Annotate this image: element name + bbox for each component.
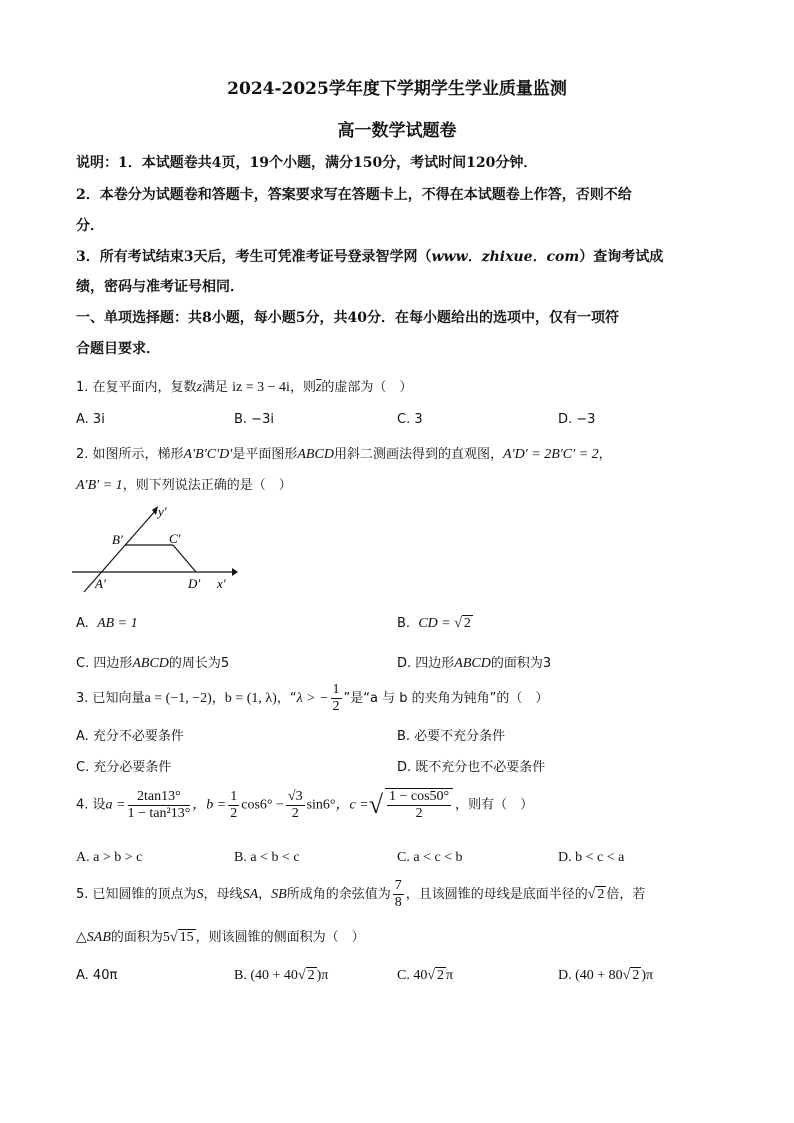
math: 2: [632, 968, 640, 983]
option-c: C. a < c < b: [397, 850, 463, 865]
math: π: [446, 968, 454, 983]
math: A′B′ = 1: [76, 478, 123, 493]
option-text: D. 四边形: [397, 656, 455, 671]
numerator: √3: [287, 788, 303, 804]
q-text: ，: [211, 691, 225, 706]
note-line: 分．: [76, 218, 104, 234]
question-5: 5. 已知圆锥的顶点为S，母线SA，SB所成角的余弦值为 $\frac{7}{8}$ ，且该圆锥的母线是底面半径的√ 2 倍，若: [76, 878, 646, 910]
x-axis-label: x′: [217, 576, 226, 591]
math: ，b =: [192, 797, 227, 813]
option-a: A. 40π: [76, 968, 118, 983]
note-line: [76, 246, 663, 266]
denominator: 2: [332, 699, 340, 714]
option-text: C. 四边形: [76, 656, 133, 671]
math: iz = 3 − 4i: [232, 380, 290, 395]
fraction: [286, 789, 305, 822]
math: b = (1, λ): [224, 691, 277, 706]
edge-c-d: [173, 545, 196, 572]
math: $\overline{z}$: [315, 380, 322, 395]
fraction: [228, 789, 239, 822]
fraction: [128, 789, 191, 822]
point-a-label: A′: [95, 576, 106, 591]
q-text: ，母线: [203, 887, 243, 902]
fraction: [331, 682, 342, 715]
math: S: [196, 887, 204, 902]
option-d: D. b < c < a: [558, 850, 625, 865]
page-title: 2024-2025学年度下学期学生学业质量监测: [227, 79, 567, 99]
q-text: ，则: [289, 380, 316, 395]
q-text: ，则该圆锥的侧面积为（ ）: [195, 930, 365, 945]
fraction: [393, 878, 404, 911]
denominator: 2: [415, 806, 423, 821]
math: ABCD: [132, 656, 169, 671]
option-d: [397, 652, 551, 672]
math: A′B′C′D′: [183, 447, 233, 462]
math: sin6°: [306, 797, 336, 813]
section-header: 合题目要求．: [76, 341, 160, 357]
q-text: ，则下列说法正确的是（ ）: [122, 478, 292, 493]
numerator: 7: [394, 878, 402, 893]
website-text: www．zhixue．com: [431, 249, 580, 265]
option-c: [76, 652, 229, 672]
q-text: ，则有（ ）: [455, 797, 534, 813]
math: D. (40 + 80: [558, 968, 623, 983]
q-text: ，: [258, 887, 272, 902]
question-2: [76, 443, 612, 463]
math: SB: [271, 887, 287, 902]
math: 2: [437, 968, 445, 983]
math: A′D′ = 2B′C′ = 2: [502, 447, 599, 462]
option-a: A. a > b > c: [76, 850, 143, 865]
denominator: 2: [291, 805, 299, 821]
math: λ > −: [296, 691, 329, 706]
q-text: 2. 如图所示，梯形: [76, 447, 184, 462]
math: 2: [463, 616, 471, 631]
math: 15: [179, 930, 194, 945]
page-subtitle: 高一数学试题卷: [337, 121, 457, 141]
math: AB = 1: [97, 616, 138, 631]
math: )π: [316, 968, 329, 983]
question-2-line2: [76, 474, 292, 494]
denominator: 2: [230, 805, 238, 821]
option-a: A. 3i: [76, 412, 105, 427]
q-text: 是平面图形: [232, 447, 298, 462]
denominator: 1 − tan²13°: [127, 805, 191, 821]
option-d: D. 既不充分也不必要条件: [397, 760, 546, 775]
q-text: 4. 设: [76, 797, 106, 813]
numerator: 1 − cos50°: [388, 789, 450, 804]
y-axis-label: y′: [158, 504, 167, 519]
math: B. (40 + 40: [234, 968, 298, 983]
option-b: B. −3i: [234, 412, 274, 427]
math: 5: [162, 930, 170, 945]
question-5-line2: △SAB的面积为5√ 15 ，则该圆锥的侧面积为（ ）: [76, 930, 365, 945]
math: )π: [641, 968, 654, 983]
q-text: 1. 在复平面内，复数: [76, 380, 197, 395]
math: ，c =: [335, 797, 369, 813]
note-text: ）查询考试成: [579, 249, 664, 265]
q-text: 所成角的余弦值为: [286, 887, 391, 902]
option-label: A.: [76, 616, 89, 631]
q-text: 的虚部为（ ）: [321, 380, 413, 395]
oblique-projection-figure: [70, 500, 240, 595]
fraction: [385, 788, 453, 822]
note-line: 2．本卷分为试题卷和答题卡，答案要求写在答题卡上，不得在本试题卷上作答，否则不给: [76, 187, 632, 203]
math: SA: [242, 887, 259, 902]
q-text: ”是“a 与 b 的夹角为钝角”的（ ）: [343, 691, 549, 706]
math: ABCD: [454, 656, 491, 671]
option-b: B. 必要不充分条件: [397, 729, 506, 744]
option-b: B. a < b < c: [234, 850, 300, 865]
math: CD =: [418, 616, 455, 631]
q-text: 3. 已知向量: [76, 691, 145, 706]
q-text: ，: [598, 447, 612, 462]
option-a: A. 充分不必要条件: [76, 729, 184, 744]
option-label: B.: [397, 616, 411, 631]
math: a = (−1, −2): [144, 691, 212, 706]
note-line: 说明：1．本试题卷共4页，19个小题，满分150分，考试时间120分钟．: [76, 155, 538, 171]
denominator: 8: [394, 895, 402, 910]
note-text: 3．所有考试结束3天后，考生可凭准考证号登录智学网（: [76, 249, 432, 265]
q-text: 满足: [202, 380, 229, 395]
option-b: B. CD = √ 2: [397, 616, 471, 631]
q-text: ，“: [276, 691, 297, 706]
option-text: 的面积为3: [490, 656, 552, 671]
question-4: 4. 设a = $\frac{2\tan 13^\circ}{\text{1 − tan²13°}}$ ，b = $\frac{1}{2}$ cos6° − $\frac{√3}{2}$ sin6°，c =√ $\frac{1 - \cos 50^\circ}{2}$ ，则有（ ）: [76, 788, 534, 821]
math: C. 40: [397, 968, 428, 983]
option-a: [76, 616, 138, 632]
q-text: 用斜二测画法得到的直观图，: [333, 447, 503, 462]
math: 2: [597, 887, 605, 902]
math: 2: [307, 968, 315, 983]
option-b: B. (40 + 40√ 2 )π: [234, 968, 329, 983]
option-c: C. 40√ 2 π: [397, 968, 454, 983]
point-b-label: B′: [112, 532, 123, 547]
option-d: D. (40 + 80√ 2 )π: [558, 968, 654, 983]
option-c: C. 3: [397, 412, 423, 427]
point-c-label: C′: [169, 531, 181, 546]
option-d: D. −3: [558, 412, 596, 427]
numerator: 1: [332, 682, 340, 697]
q-text: 倍，若: [606, 887, 646, 902]
question-1: [76, 376, 412, 396]
option-text: 的周长为5: [168, 656, 230, 671]
section-header: 一、单项选择题：共8小题，每小题5分，共40分．在每小题给出的选项中，仅有一项符: [76, 310, 619, 326]
q-text: ，且该圆锥的母线是底面半径的: [405, 887, 588, 902]
option-c: C. 充分必要条件: [76, 760, 172, 775]
note-line: 绩，密码与准考证号相同．: [76, 279, 244, 295]
question-3: [76, 682, 548, 715]
numerator: 1: [230, 788, 238, 804]
x-axis-arrow: [232, 568, 238, 576]
point-d-label: D′: [188, 576, 201, 591]
math: z: [196, 380, 202, 395]
q-text: 的面积为: [110, 930, 163, 945]
numerator: 2tan13°: [128, 789, 191, 806]
math: ABCD: [297, 447, 334, 462]
q-text: 5. 已知圆锥的顶点为: [76, 887, 197, 902]
math: a =: [105, 797, 126, 813]
math: △SAB: [76, 930, 111, 945]
math: cos6° −: [241, 797, 284, 813]
